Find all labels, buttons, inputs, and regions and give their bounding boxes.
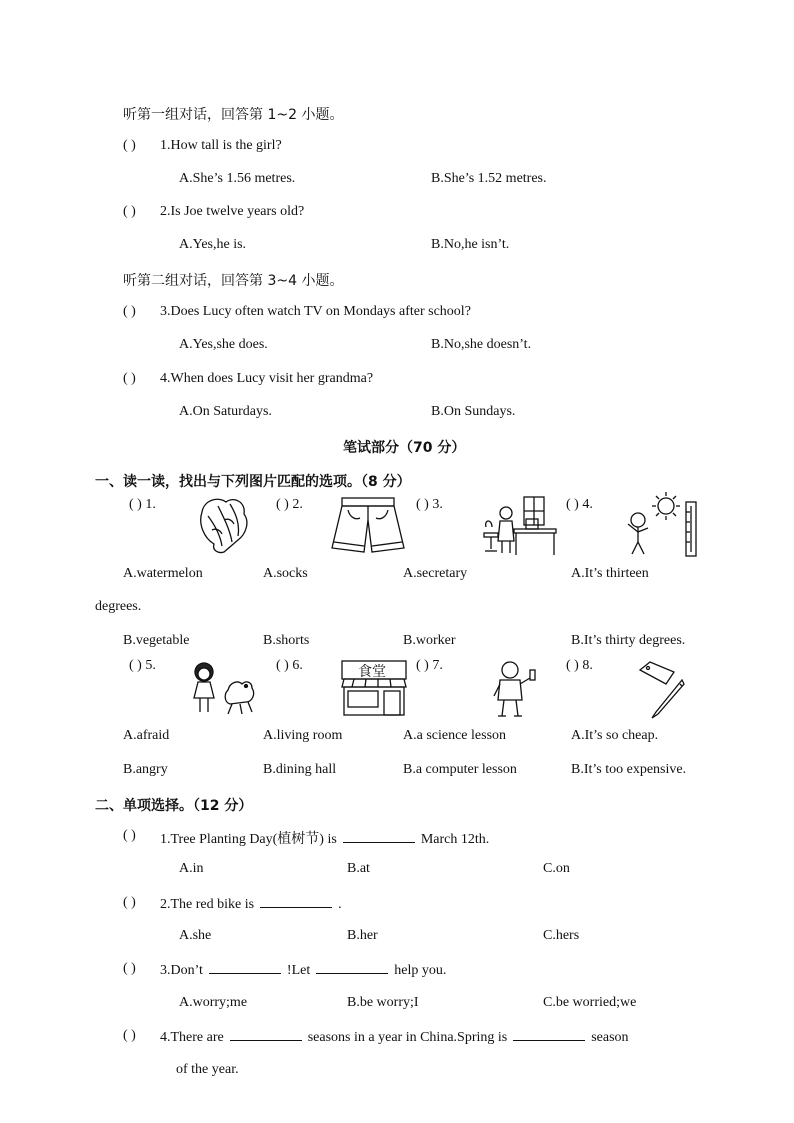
choice-q4-continued: of the year. [176, 1062, 239, 1077]
group2-header: 听第二组对话，回答第 3~4 小题。 [123, 273, 344, 289]
picture-5-option-b: B.angry [123, 762, 168, 777]
picture-7-option-a: A.a science lesson [403, 728, 507, 743]
choice-q2-blank[interactable] [260, 895, 332, 908]
picture-3-option-b: B.worker [403, 633, 456, 648]
listening-q2-option-a: A.Yes,he is. [179, 237, 247, 252]
choice-q3-text-before: 3.Don’t [160, 963, 203, 978]
listening-q1-option-a: A.She’s 1.56 metres. [179, 171, 296, 186]
secretary-picture [480, 493, 560, 557]
picture-4-option-b: B.It’s thirty degrees. [571, 633, 686, 648]
listening-q1-paren: ( ) [123, 138, 136, 153]
part1-title: 一、读一读，找出与下列图片匹配的选项。（8 分） [95, 474, 411, 490]
picture-2-option-a: A.socks [263, 566, 308, 581]
choice-q2-text-before: 2.The red bike is [160, 897, 255, 912]
choice-q4-blank-2[interactable] [513, 1028, 585, 1041]
choice-q3-paren: ( ) [123, 961, 136, 976]
price-tag-and-pen-picture [636, 660, 688, 720]
written-section-title: 笔试部分（70 分） [343, 440, 466, 456]
choice-q1-option-a: A.in [179, 861, 204, 876]
picture-8-option-a: A.It’s so cheap. [571, 728, 659, 743]
listening-q1-question: 1.How tall is the girl? [160, 138, 282, 153]
listening-q2-paren: ( ) [123, 204, 136, 219]
choice-q3-blank-2[interactable] [316, 961, 388, 974]
listening-q2-question: 2.Is Joe twelve years old? [160, 204, 305, 219]
canteen-sign-text: 食堂 [358, 664, 386, 680]
choice-q4-text-after: season [591, 1030, 629, 1045]
picture-8-label: ( ) 8. [566, 658, 593, 673]
choice-q2-question [160, 895, 342, 913]
choice-q1-option-c: C.on [543, 861, 570, 876]
picture-4-label: ( ) 4. [566, 497, 593, 512]
part2-title: 二、单项选择。（12 分） [95, 798, 253, 814]
choice-q4-text-before: 4.There are [160, 1030, 224, 1045]
picture-6-option-b: B.dining hall [263, 762, 337, 777]
choice-q2-option-b: B.her [347, 928, 378, 943]
picture-1-option-a: A.watermelon [123, 566, 203, 581]
girl-and-dog-picture [190, 660, 260, 716]
choice-q4-question [160, 1028, 629, 1046]
picture-5-option-a: A.afraid [123, 728, 170, 743]
listening-q4-paren: ( ) [123, 371, 136, 386]
picture-6-label: ( ) 6. [276, 658, 303, 673]
choice-q3-option-c: C.be worried;we [543, 995, 637, 1010]
choice-q3-text-after: help you. [394, 963, 447, 978]
choice-q4-paren: ( ) [123, 1028, 136, 1043]
picture-7-label: ( ) 7. [416, 658, 443, 673]
choice-q2-option-c: C.hers [543, 928, 580, 943]
choice-q1-paren: ( ) [123, 828, 136, 843]
choice-q1-text-after: March 12th. [420, 832, 490, 847]
listening-q3-paren: ( ) [123, 304, 136, 319]
picture-7-option-b: B.a computer lesson [403, 762, 517, 777]
choice-q4-text-middle: seasons in a year in China.Spring is [307, 1030, 508, 1045]
choice-q3-option-a: A.worry;me [179, 995, 248, 1010]
choice-q2-option-a: A.she [179, 928, 212, 943]
teacher-picture [490, 660, 542, 720]
picture-1-label: ( ) 1. [129, 497, 156, 512]
listening-q3-option-b: B.No,she doesn’t. [431, 337, 532, 352]
hot-weather-picture [620, 492, 702, 558]
choice-q3-text-middle: !Let [286, 963, 311, 978]
group1-header: 听第一组对话，回答第 1~2 小题。 [123, 107, 344, 123]
choice-q2-paren: ( ) [123, 895, 136, 910]
choice-q4-blank-1[interactable] [230, 1028, 302, 1041]
choice-q1-question [160, 828, 489, 848]
picture-3-label: ( ) 3. [416, 497, 443, 512]
picture-3-option-a: A.secretary [403, 566, 468, 581]
listening-q4-option-a: A.On Saturdays. [179, 404, 272, 419]
picture-2-option-b: B.shorts [263, 633, 310, 648]
picture-2-label: ( ) 2. [276, 497, 303, 512]
listening-q3-question: 3.Does Lucy often watch TV on Mondays after school? [160, 304, 471, 319]
picture-8-option-b: B.It’s too expensive. [571, 762, 687, 777]
choice-q1-blank[interactable] [343, 830, 415, 843]
choice-q2-text-after: . [338, 897, 342, 912]
picture-6-option-a: A.living room [263, 728, 343, 743]
listening-q3-option-a: A.Yes,she does. [179, 337, 268, 352]
picture-4-option-a-continued: degrees. [95, 599, 142, 614]
choice-q1-text-before: 1.Tree Planting Day(植树节) is [160, 832, 337, 847]
vegetable-picture [194, 494, 260, 556]
choice-q3-option-b: B.be worry;I [347, 995, 419, 1010]
choice-q3-question [160, 961, 446, 979]
listening-q1-option-b: B.She’s 1.52 metres. [431, 171, 547, 186]
listening-q2-option-b: B.No,he isn’t. [431, 237, 510, 252]
listening-q4-option-b: B.On Sundays. [431, 404, 516, 419]
picture-1-option-b: B.vegetable [123, 633, 190, 648]
picture-5-label: ( ) 5. [129, 658, 156, 673]
choice-q3-blank-1[interactable] [209, 961, 281, 974]
listening-q4-question: 4.When does Lucy visit her grandma? [160, 371, 374, 386]
choice-q1-option-b: B.at [347, 861, 370, 876]
picture-4-option-a: A.It’s thirteen [571, 566, 649, 581]
shorts-picture [328, 496, 408, 556]
